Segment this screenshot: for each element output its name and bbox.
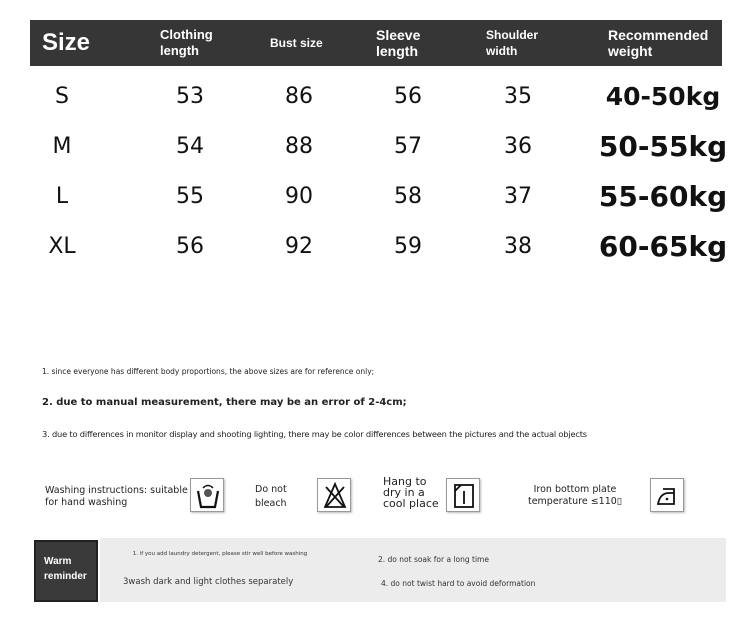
shoulder-cell: 38: [504, 233, 532, 259]
hang-dry-icon: [446, 478, 480, 512]
table-row: [0, 126, 750, 166]
hand-wash-icon: [190, 478, 224, 512]
size-table-header: [30, 20, 722, 66]
iron-label: Iron bottom plate temperature ≤110▯: [527, 484, 623, 507]
sleeve-cell: 57: [394, 133, 422, 159]
shoulder-cell: 36: [504, 133, 532, 159]
length-cell: 53: [176, 83, 204, 109]
shoulder-cell: 37: [504, 183, 532, 209]
weight-cell: 60-65kg: [598, 229, 728, 263]
header-sleeve-length: Sleeve length: [376, 27, 421, 59]
size-cell: S: [55, 83, 69, 109]
sleeve-cell: 58: [394, 183, 422, 209]
size-cell: XL: [48, 233, 76, 259]
length-cell: 54: [176, 133, 204, 159]
reminder-item-2: 2. do not soak for a long time: [378, 555, 489, 564]
bust-cell: 88: [285, 133, 313, 159]
iron-icon: [650, 478, 684, 512]
no-bleach-icon: [317, 478, 351, 512]
size-cell: L: [55, 183, 69, 209]
note-3: 3. due to differences in monitor display and shooting lighting, there may be color differences between the pictures and the actual objects: [42, 429, 587, 439]
reminder-item-1: 1. if you add laundry detergent, please stir well before washing: [132, 551, 308, 557]
weight-cell: 55-60kg: [598, 179, 728, 213]
length-cell: 55: [176, 183, 204, 209]
table-row: [0, 76, 750, 116]
bust-cell: 90: [285, 183, 313, 209]
hang-dry-label: Hang to dry in a cool place: [383, 475, 439, 510]
length-cell: 56: [176, 233, 204, 259]
sleeve-cell: 56: [394, 83, 422, 109]
weight-cell: 40-50kg: [605, 81, 721, 111]
note-1: 1. since everyone has different body proportions, the above sizes are for reference only;: [42, 367, 375, 376]
bust-cell: 86: [285, 83, 313, 109]
sleeve-cell: 59: [394, 233, 422, 259]
header-shoulder-width: Shoulder width: [486, 28, 539, 58]
header-clothing-length: Clothing length: [160, 27, 213, 58]
size-cell: M: [52, 133, 72, 159]
shoulder-cell: 35: [504, 83, 532, 109]
reminder-panel: [100, 538, 726, 602]
bust-cell: 92: [285, 233, 313, 259]
hand-wash-label: Washing instructions: suitable for hand washing: [45, 485, 188, 508]
reminder-item-4: 4. do not twist hard to avoid deformation: [381, 579, 536, 588]
reminder-title: Warm reminder: [34, 540, 98, 602]
weight-cell: 50-55kg: [598, 129, 728, 163]
note-2: 2. due to manual measurement, there may be an error of 2-4cm;: [42, 397, 407, 408]
header-bust-size: Bust size: [270, 36, 323, 50]
reminder-item-3: 3wash dark and light clothes separately: [123, 577, 294, 587]
header-size: Size: [42, 29, 91, 56]
no-bleach-label: Do not bleach: [255, 484, 287, 509]
header-recommended-weight: Recommended weight: [608, 27, 709, 59]
table-row: [0, 226, 750, 266]
table-row: [0, 176, 750, 216]
